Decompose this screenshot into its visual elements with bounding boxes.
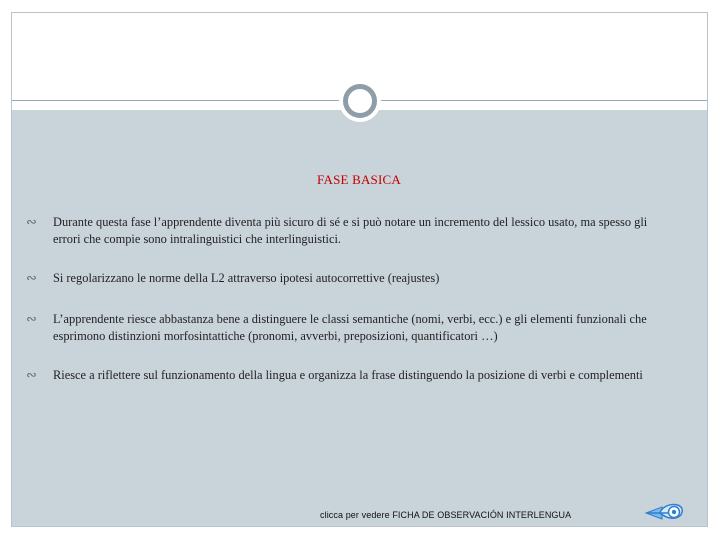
bullet-item <box>26 270 676 287</box>
slide-title: FASE BASICA <box>317 172 401 187</box>
bullet-text: Riesce a riflettere sul funzionamento della lingua e organizza la frase distinguendo la posizione di verbi e complementi <box>53 368 643 382</box>
bullet-icon: ∾ <box>26 271 37 286</box>
bullet-text: Durante questa fase l’apprendente diventa più sicuro di sé e si può notare un incremento del lessico usato, ma spesso gli errori che compie sono intralinguistici che interlinguistici. <box>53 215 648 246</box>
bullet-item <box>26 311 676 345</box>
bullet-icon: ∾ <box>26 368 37 383</box>
decorative-ring-icon <box>343 84 377 118</box>
bullet-icon: ∾ <box>26 215 37 230</box>
bullet-list <box>26 214 676 406</box>
ficha-link[interactable]: clicca per vedere FICHA DE OBSERVACIÓN INTERLENGUA <box>320 510 572 520</box>
bullet-item <box>26 214 676 248</box>
bullet-text: Si regolarizzano le norme della L2 attraverso ipotesi autocorrettive (reajustes) <box>53 271 440 285</box>
bullet-icon: ∾ <box>26 312 37 327</box>
bullet-text: L’apprendente riesce abbastanza bene a distinguere le classi semantiche (nomi, verbi, ecc.) e gli elementi funzionali che esprimono distinzioni morfosintattiche (pronomi, avverbi, preposizioni, quantificatori …) <box>53 312 647 343</box>
bullet-item <box>26 367 676 384</box>
arrow-target-icon[interactable] <box>644 499 688 525</box>
